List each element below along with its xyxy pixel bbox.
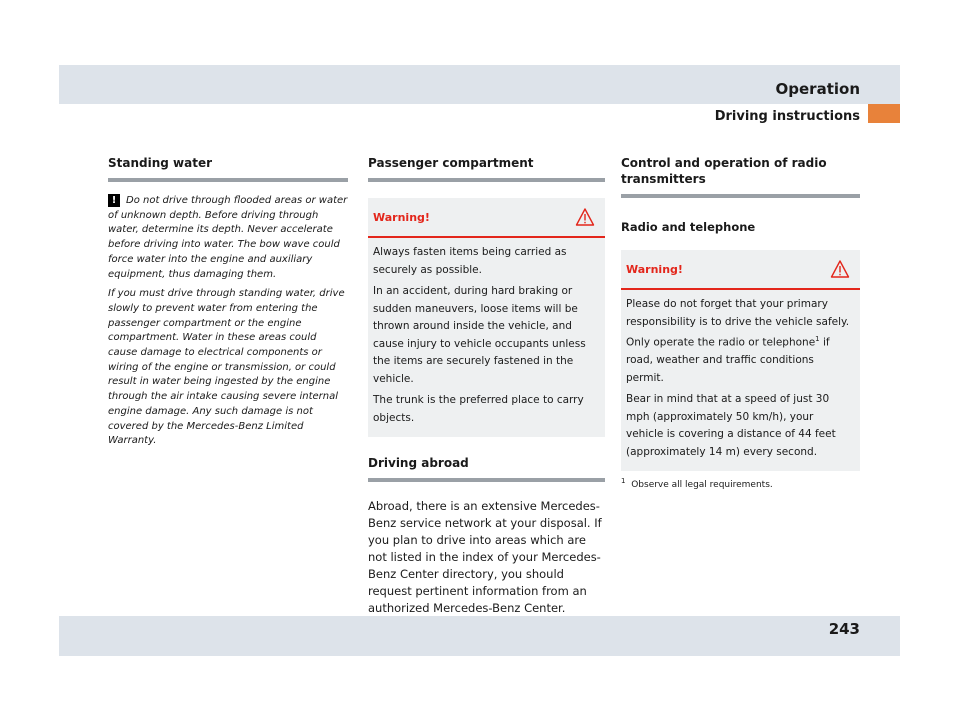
warning-paragraph-1: Always fasten items being carried as securely as possible.	[373, 246, 567, 276]
column-standing-water	[108, 155, 348, 454]
caution-note	[108, 194, 348, 449]
heading-passenger-compartment: Passenger compartment	[368, 155, 605, 182]
warning-paragraph-2: Bear in mind that at a speed of just 30 mph (approximately 50 km/h), your vehicle is covering a distance of 44 feet (approximately 14 m) every second.	[626, 393, 836, 458]
subsection-title: Driving instructions	[714, 109, 860, 124]
warning-title: Warning!	[626, 262, 683, 276]
warning-box-passenger	[368, 198, 605, 437]
note-paragraph-1: ! Do not drive through flooded areas or water of unknown depth. Before driving through water, determine its depth. Never accelerate before driving into water. The bow wave could force water into the engine and auxiliary equipment, thus damaging them.	[108, 195, 348, 280]
warning-header	[621, 250, 860, 290]
warning-paragraph-3: The trunk is the preferred place to carry objects.	[373, 394, 584, 424]
subheading-radio-telephone: Radio and telephone	[621, 220, 756, 234]
footer-band	[59, 616, 900, 656]
column-radio-transmitters	[621, 155, 860, 490]
heading-standing-water: Standing water	[108, 155, 348, 182]
exclamation-icon: !	[108, 194, 120, 207]
warning-title: Warning!	[373, 210, 430, 224]
header-band	[59, 65, 900, 104]
column-passenger-compartment	[368, 155, 605, 617]
warning-header	[368, 198, 605, 238]
heading-radio-transmitters: Control and operation of radio transmitters	[621, 155, 860, 198]
footnote-mark: 1	[621, 477, 626, 485]
warning-box-radio	[621, 250, 860, 471]
footnote-ref: 1	[815, 335, 820, 343]
driving-abroad-text: Abroad, there is an extensive Mercedes-Benz service network at your disposal. If you plan to drive into areas which are not listed in the index of your Mercedes-Benz Center directory, you should request pertinent information from an authorized Mercedes-Benz Center.	[368, 499, 602, 615]
heading-driving-abroad: Driving abroad	[368, 455, 605, 482]
note-paragraph-2: If you must drive through standing water, drive slowly to prevent water from entering the passenger compartment or the engine compartment. Water in these areas could cause damage to electrical components or wiring of the engine or transmission, or could result in water being ingested by the engine through the air intake causing severe internal engine damage. Any such damage is not covered by the Mercedes-Benz Limited Warranty.	[108, 288, 345, 447]
warning-triangle-icon	[830, 259, 850, 279]
warning-body	[368, 238, 605, 437]
footnote	[621, 477, 860, 490]
warning-paragraph-2: In an accident, during hard braking or sudden maneuvers, loose items will be thrown around inside the vehicle, and cause injury to vehicle occupants unless the items are securely fastened in the vehicle.	[373, 285, 586, 385]
warning-body	[621, 290, 860, 471]
page-number: 243	[828, 620, 860, 638]
warning-triangle-icon	[575, 207, 595, 227]
footnote-text: Observe all legal requirements.	[631, 480, 773, 490]
section-title: Operation	[775, 80, 860, 98]
warning-paragraph-1: Please do not forget that your primary responsibility is to drive the vehicle safely. Only operate the radio or telephone$^1$ if road, weather and traffic conditions permit.	[626, 298, 850, 384]
section-tab-marker	[868, 104, 900, 123]
